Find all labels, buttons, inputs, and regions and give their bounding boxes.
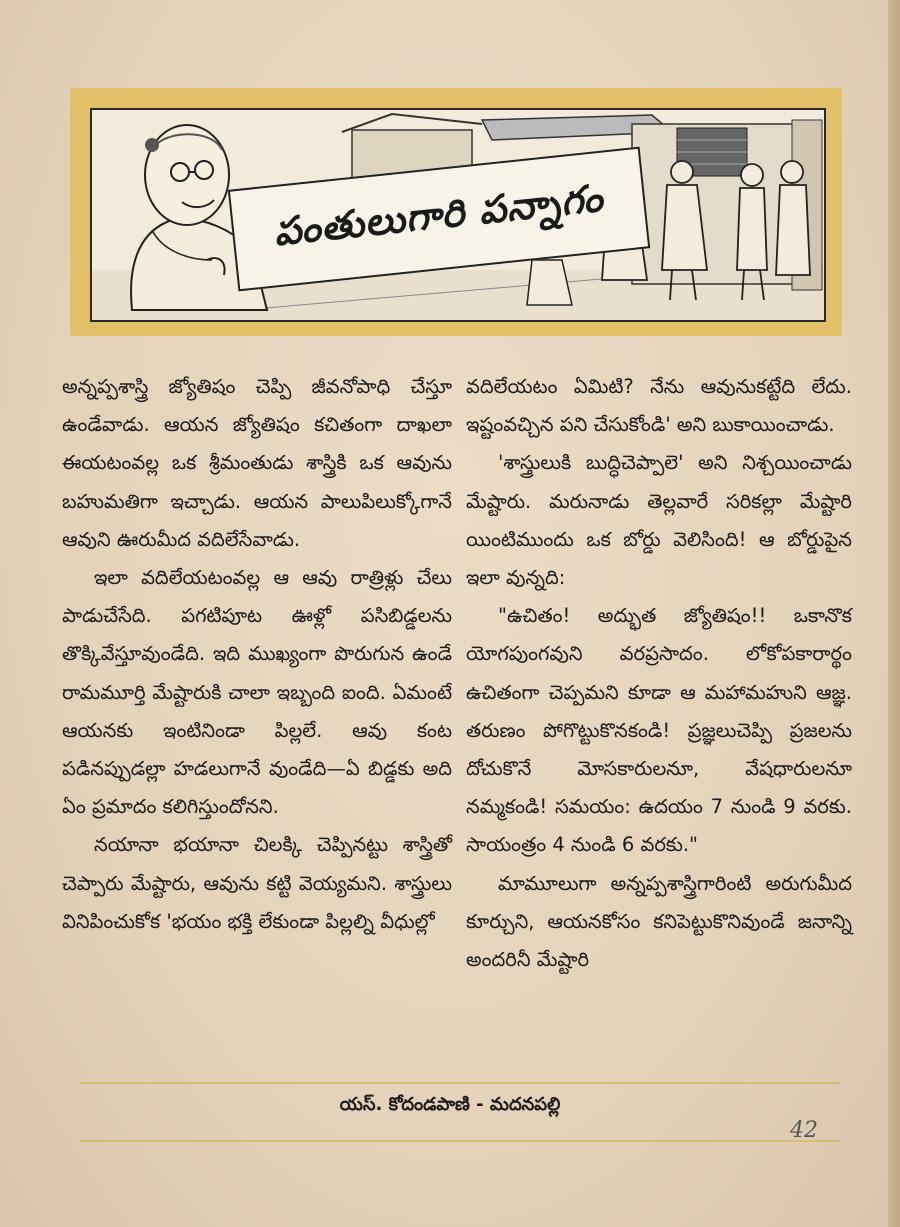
author-byline: యస్. కోదండపాణి - మదనపల్లి: [339, 1094, 561, 1115]
header-illustration: [90, 108, 826, 322]
header-banner: [70, 88, 842, 336]
page-number: 42: [790, 1118, 818, 1143]
paragraph: 'శాస్త్రులుకి బుద్ధిచెప్పాలె' అని నిశ్చయించాడు మేష్టారు. మరునాడు తెల్లవారే సరికల్లా మేష్టారి యింటిముందు ఒక బోర్డు వెలిసింది! ఆ బోర్డుపైన ఇలా వున్నది:: [466, 451, 852, 590]
footer-divider-top: [80, 1082, 840, 1084]
paragraph: ఇలా వదిలేయటంవల్ల ఆ ఆవు రాత్రిళ్లు చేలు పాడుచేసేది. పగటిపూట ఊళ్లో పసిబిడ్డలను తొక్కివేస్తూవుండేది. ఇది ముఖ్యంగా పొరుగున ఉండే రామమూర్తి మేష్టారుకి చాలా ఇబ్బంది ఐంది. ఏమంటే ఆయనకు ఇంటినిండా పిల్లలే. ఆవు కంట పడినప్పుడల్లా హడలుగానే వుండేది—ఏ బిడ్డకు అది ఏం ప్రమాదం కలిగిస్తుందోనని.: [62, 566, 452, 819]
page-title: పంతులుగారి పన్నాగం: [271, 174, 606, 254]
page-edge-shadow: [888, 0, 900, 1227]
footer-divider-bottom: [80, 1140, 840, 1142]
article-column-left: [62, 368, 452, 941]
paragraph: వదిలేయటం ఏమిటి? నేను ఆవునుకట్టేది లేదు. ఇష్టంవచ్చిన పని చేసుకోండి' అని బుకాయించాడు.: [466, 375, 852, 437]
notice-quote: "ఉచితం! అద్భుత జ్యోతిషం!! ఒకానొక యోగపుంగవుని వరప్రసాదం. లోకోపకారార్థం ఉచితంగా చెప్పమని కూడా ఆ మహామహుని ఆజ్ఞ. తరుణం పోగొట్టుకొనకండి! ప్రజ్ఞలుచెప్పి ప్రజలను దోచుకొనే మోసకారులనూ, వేషధారులనూ నమ్మకండి! సమయం: ఉదయం 7 నుండి 9 వరకు. సాయంత్రం 4 నుండి 6 వరకు.": [466, 604, 852, 857]
paragraph: నయానా భయానా చిలక్కి చెప్పినట్టు శాస్త్రితో చెప్పారు మేష్టారు, ఆవును కట్టి వెయ్యమని. శాస్త్రులు వినిపించుకోక 'భయం భక్తి లేకుండా పిల్లల్ని వీధుల్లో: [62, 833, 452, 933]
paragraph: మామూలుగా అన్నప్పశాస్త్రిగారింటి అరుగుమీద కూర్చుని, ఆయనకోసం కనిపెట్టుకొనివుండే జనాన్ని అందరినీ మేష్టారి: [466, 871, 852, 972]
paragraph: అన్నప్పశాస్త్రి జ్యోతిషం చెప్పి జీవనోపాధి చేస్తూ ఉండేవాడు. ఆయన జ్యోతిషం కచితంగా దాఖలా ఈయటంవల్ల ఒక శ్రీమంతుడు శాస్త్రికి ఒక ఆవును బహుమతిగా ఇచ్చాడు. ఆయన పాలుపిలుక్కోగానే ఆవుని ఊరుమీద వదిలేసేవాడు.: [62, 375, 452, 551]
article-column-right: [466, 368, 852, 979]
